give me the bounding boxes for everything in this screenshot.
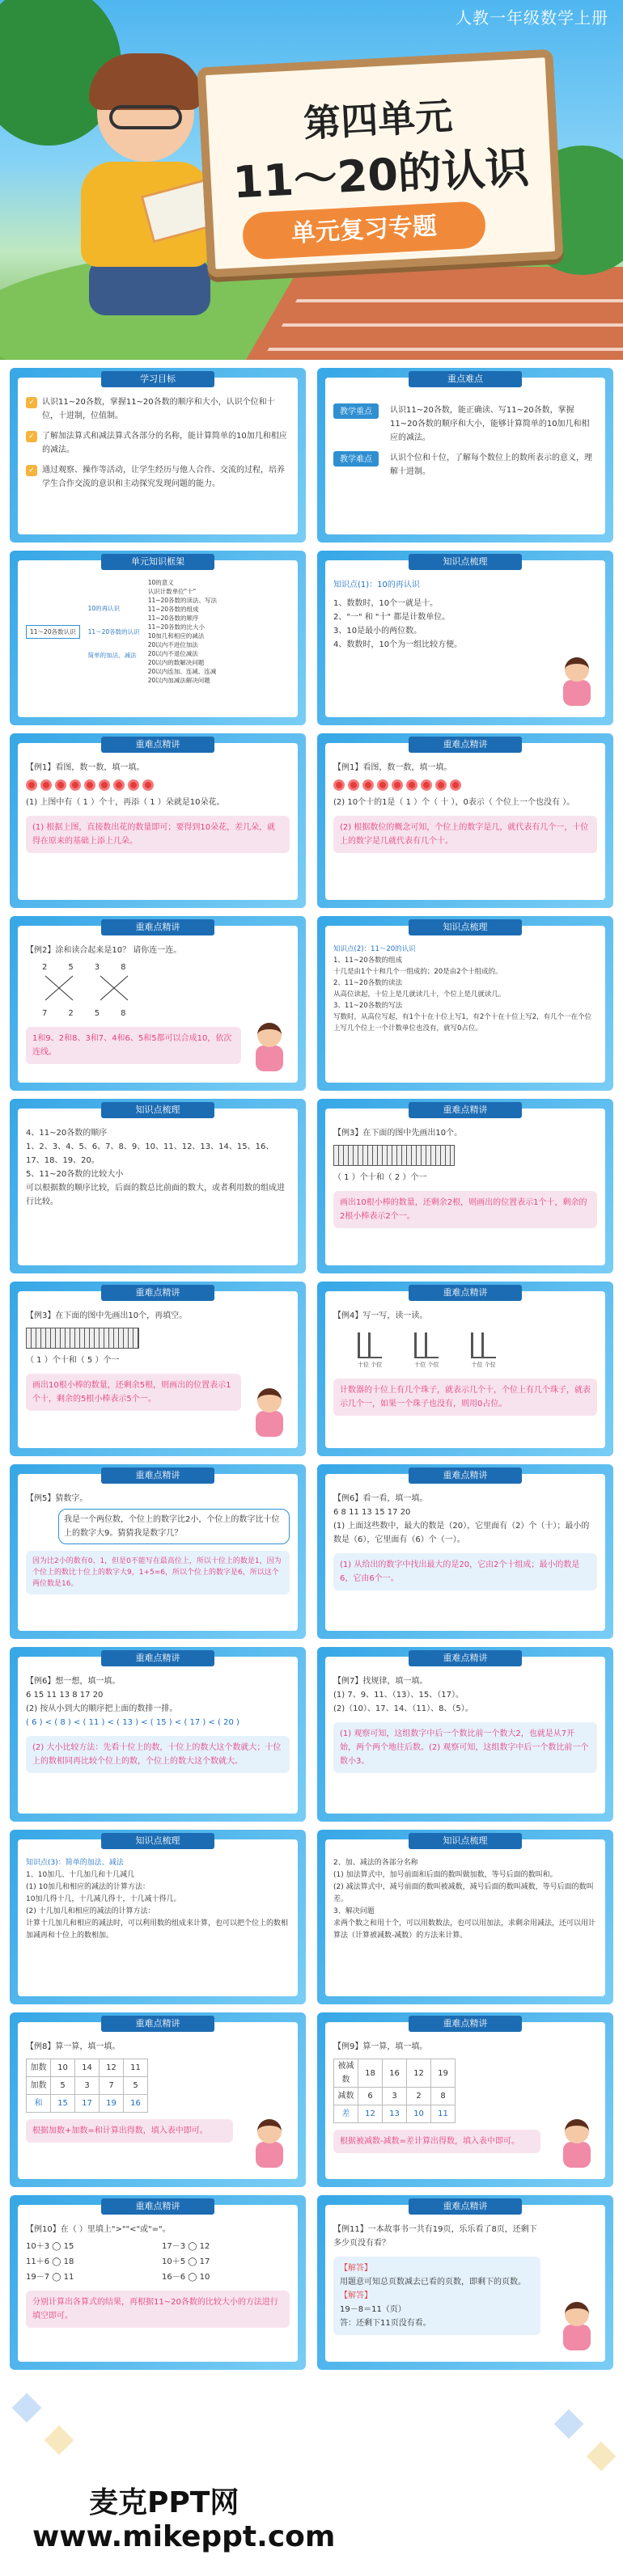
question-text: 【例6】想一想，填一填。 <box>26 1677 121 1686</box>
slide-tab: 知识点梳理 <box>409 1833 522 1849</box>
slide-example-3a <box>317 1099 613 1273</box>
explanation-box: 计数器的十位上有几个珠子，就表示几个十，个位上有几个珠子，就表示几个一，如果一个珠子也没有，则用0占位。 <box>333 1379 597 1416</box>
bullet-icon: ✓ <box>26 397 37 408</box>
knowledge-item: 写数时，从高位写起，有1个十在十位上写1，有2个十在十位上写2，有几个一在个位上写几个位上一个计数单位也没有，就写0占位。 <box>333 1013 592 1033</box>
framework-branch: 11～20各数的认识 <box>87 627 140 636</box>
framework-leaf: 10加几和相应的减法 <box>147 632 205 640</box>
girl-illustration <box>251 1388 288 1438</box>
framework-branch: 10的再认识 <box>87 604 121 612</box>
slide-tab: 知识点梳理 <box>101 1102 214 1118</box>
knowledge-item: 2、"一" 和 "十" 都是计数单位。 <box>333 613 451 622</box>
knowledge-item: 1、数数时，10个一就是十。 <box>333 599 439 608</box>
decor-diamond <box>587 2442 617 2472</box>
slide-example-10 <box>10 2195 306 2370</box>
knowledge-item: 2、加、减法的各部分名称 <box>333 1859 418 1867</box>
knowledge-item: (1) 加法算式中，加号前面和后面的数叫做加数，等号后面的数叫和。 <box>333 1871 557 1879</box>
answer-line: （ 1 ）个十和（ 5 ）个一 <box>26 1356 120 1365</box>
knowledge-item: (2) 十几加几和相应的减法的计算方法： <box>26 1907 155 1915</box>
slide-knowledge-2 <box>317 916 613 1091</box>
goal-text: 认识11~20各数，掌握11~20各数的顺序和大小，认识个位和十位，十进制，位值制。 <box>42 398 275 420</box>
knowledge-item: 3、11~20各数的写法 <box>333 1002 403 1010</box>
question-text: 【例9】算一算，填一填。 <box>333 2042 428 2051</box>
framework-leaf: 11~20各数的组成 <box>147 606 199 613</box>
slide-example-11 <box>317 2195 613 2370</box>
knowledge-item: 1、2、3、4、5、6、7、8、9、10、11、12、13、14、15、16、17、18、19、20。 <box>26 1142 274 1165</box>
slide-tab: 重难点精讲 <box>409 1650 522 1666</box>
question-text: 【例1】看图，数一数，填一填。 <box>333 763 452 772</box>
explanation-box: (2) 根据数位的概念可知，个位上的数字是几，就代表有几个一，十位上的数字是几就代表有几个十。 <box>333 816 597 853</box>
explanation-box: 因为比2小的数有0、1，但是0不能写在最高位上，所以十位上的数是1，因为个位上的数比十位上的数字大9，1+5=6，所以个位上的数字是6，所以这个两位数是16。 <box>26 1551 290 1594</box>
question-text: 【例6】看一看，填一填。 <box>333 1494 428 1503</box>
abacus: 十位 个位 <box>471 1329 495 1372</box>
answer-line: (1) 上面这些数中，最大的数是（20），它里面有（2）个（十）；最小的数是（6），它里面有（6）个（一）。 <box>333 1522 590 1544</box>
explanation-box: 画出10根小棒的数量，还剩余5根，则画出的位置表示1个十，剩余的5根小棒表示5个一。 <box>26 1374 241 1411</box>
knowledge-item: 求两个数之和用十个，可以用数数法，也可以用加法，求剩余用减法，还可以用计算法（计算被减数-减数）的方法来计算。 <box>333 1919 596 1940</box>
footer-watermark <box>0 2478 623 2576</box>
framework-leaf: 20以内的数解决问题 <box>147 659 205 666</box>
framework-root: 11～20各数认识 <box>26 625 80 639</box>
framework-branch: 简单的加法、减法 <box>87 651 137 659</box>
question-text: 【例3】在下面的图中先画出10个，再填空。 <box>26 1311 188 1320</box>
slide-tab: 重难点精讲 <box>101 737 214 753</box>
bullet-icon: ✓ <box>26 465 37 476</box>
explanation-box: (1) 从给出的数字中找出最大的是20，它由2个十组成；最小的数是6，它由6个一。 <box>333 1553 597 1590</box>
question-text: 【例11】一本故事书一共有19页，乐乐看了8页，还剩下多少页没有看？ <box>333 2225 537 2248</box>
knowledge-item: 2、11~20各数的读法 <box>333 979 403 987</box>
framework-leaf: 11~20各数的顺序 <box>147 614 199 622</box>
slide-example-3b <box>10 1282 306 1456</box>
slide-example-2 <box>10 916 306 1091</box>
knowledge-item: (1) 10加几和相应的减法的计算方法： <box>26 1883 150 1891</box>
slide-tab: 重难点精讲 <box>409 1102 522 1118</box>
slide-example-6b <box>10 1647 306 1822</box>
framework-leaf: 20以内不退位减法 <box>147 650 198 657</box>
answer-line: ( 6 ) < ( 8 ) < ( 11 ) < ( 13 ) < ( 15 ) < ( 17 ) < ( 20 ) <box>26 1718 239 1727</box>
answer-line: （ 1 ）个十和（ 2 ）个一 <box>333 1173 427 1182</box>
framework-leaf: 20以内不进位加法 <box>147 641 198 648</box>
comparison-grid: 10＋3 ◯ 15 17－3 ◯ 12 11＋6 ◯ 18 10＋5 ◯ 17 19－7 ◯ 11 16－6 ◯ 10 <box>26 2242 210 2282</box>
question-text: 【例5】猜数字。 <box>26 1494 88 1503</box>
unit-label: 第四单元 <box>302 94 454 146</box>
slide-learning-goals <box>10 368 306 543</box>
framework-leaf: 11~20各数的读法、写法 <box>147 597 218 604</box>
flower-row <box>26 779 290 791</box>
slide-example-7 <box>317 1647 613 1822</box>
slide-example-5 <box>10 1464 306 1639</box>
slide-tab: 重难点精讲 <box>101 919 214 935</box>
top-number-row: 2 5 3 8 <box>42 963 126 972</box>
flower-row <box>333 779 597 791</box>
slide-tab: 知识点梳理 <box>409 919 522 935</box>
slide-tab: 学习目标 <box>101 371 214 387</box>
slide-tab: 重难点精讲 <box>409 737 522 753</box>
slide-tab: 重难点精讲 <box>101 1467 214 1484</box>
slide-tab: 重难点精讲 <box>409 2016 522 2032</box>
tag-key-point: 教学重点 <box>333 403 379 419</box>
answer-line: (1) 7、9、11、（13）、15、（17）。 <box>333 1691 464 1700</box>
explanation-box: (1) 观察可知，这组数字中后一个数比前一个数大2，也就是从7开始，两个两个地往后数。(2) 观察可知，这组数字中后一个数比前一个数小3。 <box>333 1722 597 1773</box>
knowledge-item: 5、11~20各数的比较大小 <box>26 1170 124 1179</box>
decor-diamond <box>12 2393 42 2423</box>
slide-tab: 重难点精讲 <box>101 1650 214 1666</box>
slide-tab: 单元知识框架 <box>101 554 214 570</box>
knowledge-heading: 知识点(2)：11～20的认识 <box>333 945 416 953</box>
knowledge-item: 3、10是最小的两位数。 <box>333 627 422 636</box>
knowledge-item: 可以根据数的顺序比较，后面的数总比前面的数大，或者利用数的组成进行比较。 <box>26 1184 285 1206</box>
explanation-box: 分别计算出各算式的结果，再根据11~20各数的比较大小的方法进行填空即可。 <box>26 2291 290 2328</box>
explanation-box: 画出10根小棒的数量，还剩余2根，则画出的位置表示1个十，剩余的2根小棒表示2个一。 <box>333 1191 597 1228</box>
slide-example-6a <box>317 1464 613 1639</box>
abacus: 十位 个位 <box>414 1329 439 1372</box>
tag-difficulty: 教学难点 <box>333 451 379 467</box>
girl-illustration <box>251 1023 288 1073</box>
question-text: 【例10】在（ ）里填上">""<"或"="。 <box>26 2225 171 2234</box>
slide-knowledge-framework <box>10 551 306 725</box>
girl-illustration <box>251 2119 288 2169</box>
connecting-lines <box>26 974 188 1002</box>
explanation-box: (1) 根据上图，直接数出花的数量即可；要得到10朵花，差几朵，就得在原来的基础上添上几朵。 <box>26 816 290 853</box>
framework-leaf: 认识计数单位"十" <box>147 588 197 595</box>
page-title: 11～20的认识 <box>231 141 531 209</box>
bullet-icon: ✓ <box>26 431 37 442</box>
framework-leaf: 10的意义 <box>147 579 174 586</box>
number-sequence: 6 15 11 13 8 17 20 <box>26 1691 104 1700</box>
abacus: 十位 个位 <box>358 1329 382 1372</box>
knowledge-item: (2) 减法算式中，减号前面的数叫被减数，减号后面的数叫减数，等号后面的数叫差。 <box>333 1883 594 1903</box>
running-track <box>235 267 623 360</box>
question-text: 【例8】算一算，填一填。 <box>26 2042 121 2051</box>
answer-line: (2) 10个十的1是（ 1 ）个（ 十 ），0表示（ 个位上一个也没有 ）。 <box>333 798 575 807</box>
edition-label: 人教一年级数学上册 <box>456 8 608 27</box>
question-text: 【例4】写一写，读一读。 <box>333 1311 428 1320</box>
slide-tab: 重难点精讲 <box>101 1285 214 1301</box>
knowledge-item: 10加几得十几，十几减几得十，十几减十得几。 <box>26 1895 181 1903</box>
slide-tab: 重难点精讲 <box>101 2198 214 2215</box>
sticks-illustration <box>26 1328 139 1349</box>
knowledge-item: 1、11~20各数的组成 <box>333 956 403 965</box>
framework-leaf: 20以内加减法解决问题 <box>147 677 210 684</box>
knowledge-item: 3、解决问题 <box>333 1907 375 1915</box>
slide-knowledge-1 <box>317 551 613 725</box>
slide-tab: 重难点精讲 <box>409 2198 522 2215</box>
speech-bubble: 我是一个两位数，个位上的数字比2小，个位上的数字比十位上的数字大9。猜猜我是数字几？ <box>58 1509 290 1544</box>
slide-knowledge-4 <box>10 1830 306 2004</box>
slide-knowledge-5 <box>317 1830 613 2004</box>
key-point-text: 认识11~20各数，能正确读、写11~20各数，掌握11~20各数的顺序和大小，能够计算简单的10加几和相应的减法。 <box>390 406 590 442</box>
framework-leaf: 20以内连加、连减、连减 <box>147 668 217 675</box>
question-text: 【例2】涂和读合起来是10？ 请你连一连。 <box>26 946 182 955</box>
slide-example-8 <box>10 2012 306 2187</box>
site-url[interactable]: www.mikeppt.com <box>32 2520 336 2553</box>
slide-example-1b <box>317 733 613 908</box>
knowledge-heading: 知识点(3)：简单的加法、减法 <box>26 1859 124 1867</box>
slide-knowledge-3 <box>10 1099 306 1273</box>
goal-text: 通过观察、操作等活动，让学生经历与他人合作、交流的过程，培养学生合作交流的意识和主动探究发现问题的能力。 <box>42 466 285 488</box>
slide-tab: 重难点精讲 <box>409 1285 522 1301</box>
slide-tab: 重难点精讲 <box>101 2016 214 2032</box>
prompt-line: (2) 按从小到大的顺序把上面的数排一排。 <box>26 1704 178 1713</box>
knowledge-item: 十几是由1个十和几个一组成的；20是由2个十组成的。 <box>333 968 502 976</box>
knowledge-item: 4、11~20各数的顺序 <box>26 1129 108 1138</box>
answer-line: (2)（10）、17、14、（11）、8、（5）。 <box>333 1704 473 1713</box>
slide-example-4 <box>317 1282 613 1456</box>
knowledge-item: 1、10加几、十几加几和十几减几 <box>26 1871 135 1879</box>
addition-table: 加数 10 14 12 11 加数 5 3 7 5 和 15 17 19 16 <box>26 2059 148 2113</box>
decor-diamond <box>554 2409 584 2439</box>
slide-key-points <box>317 368 613 543</box>
site-logo-text: 麦克PPT网 <box>89 2486 239 2519</box>
explanation-box: 根据加数+加数=和计算出得数，填入表中即可。 <box>26 2119 233 2143</box>
sticks-illustration <box>333 1145 455 1166</box>
slide-tab: 知识点梳理 <box>409 554 522 570</box>
framework-leaf: 11~20各数的比大小 <box>147 623 206 631</box>
solution-box: 【解答】 用题意可知总页数减去已看的页数，即剩下的页数。 【解答】 19－8＝11（页） 答：还剩下11页没有看。 <box>333 2257 540 2335</box>
girl-illustration <box>558 2302 595 2352</box>
subtraction-table: 被减数 18 16 12 19 减数 6 3 2 8 差 12 13 10 11 <box>333 2059 456 2123</box>
hero-banner <box>0 0 623 360</box>
slide-tab: 重难点精讲 <box>409 1467 522 1484</box>
slide-tab: 知识点梳理 <box>101 1833 214 1849</box>
slide-grid <box>0 360 623 2478</box>
knowledge-item: 计算十几加几和相应的减法时，可以利用数的组成来计算，也可以把个位上的数相加减再和十位上的数相加。 <box>26 1919 289 1940</box>
number-sequence: 6 8 11 13 15 17 20 <box>333 1508 411 1517</box>
slide-example-9 <box>317 2012 613 2187</box>
knowledge-item: 从高位读起，十位上是几就读几十，个位上是几就读几。 <box>333 990 506 999</box>
girl-illustration <box>558 2119 595 2169</box>
question-text: 【例3】在下面的图中先画出10个。 <box>333 1129 463 1138</box>
explanation-box: (2) 大小比较方法：先看十位上的数，十位上的数大这个数就大；十位上的数相同再比较个位上的数，个位上的数大这个数就大。 <box>26 1736 290 1773</box>
question-text: 【例7】找规律，填一填。 <box>333 1677 428 1686</box>
difficulty-text: 认识个位和十位，了解每个数位上的数所表示的意义，理解十进制。 <box>390 454 592 476</box>
slide-tab: 重点难点 <box>409 371 522 387</box>
question-text: 【例1】看图，数一数，填一填。 <box>26 763 145 772</box>
goal-text: 了解加法算式和减法算式各部分的名称，能计算简单的10加几和相应的减法。 <box>42 432 287 454</box>
explanation-box: 根据被减数-减数=差计算出得数，填入表中即可。 <box>333 2130 540 2153</box>
slide-example-1a <box>10 733 306 908</box>
knowledge-heading: 知识点(1)：10的再认识 <box>333 581 420 589</box>
abacus-row <box>358 1329 597 1372</box>
girl-illustration <box>558 657 595 707</box>
answer-line: (1) 上图中有（ 1 ）个十，再添（ 1 ）朵就是10朵花。 <box>26 798 225 807</box>
subtitle-ribbon: 单元复习专题 <box>242 201 487 260</box>
knowledge-item: 4、数数时，10个为一组比较方便。 <box>333 640 463 649</box>
bottom-number-row: 7 2 5 8 <box>42 1009 126 1018</box>
decor-diamond <box>44 2426 74 2456</box>
explanation-box: 1和9、2和8、3和7、4和6、5和5都可以合成10，依次连线。 <box>26 1027 241 1064</box>
